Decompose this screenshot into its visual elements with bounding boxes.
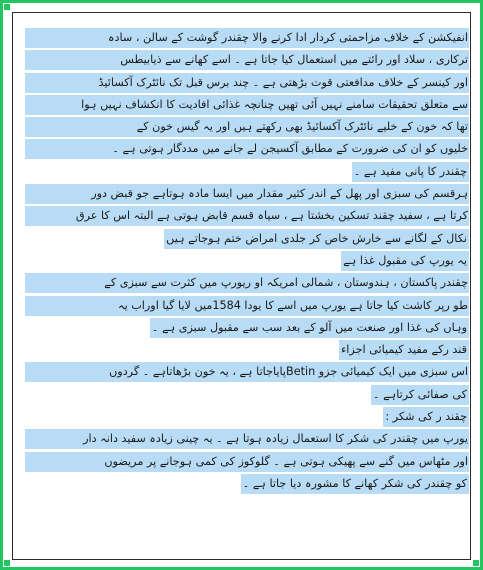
- text-line: [25, 49, 469, 71]
- corner-marker: [4, 560, 10, 566]
- selected-text[interactable]: وہاں کی غذا اور صنعت میں آلو کے بعد سب سے مقبول سبزی ہے ۔: [150, 318, 469, 338]
- selected-text[interactable]: کو چقندر کی شکر کھانے کا مشورہ دیا جاتا ہے ۔: [241, 474, 469, 494]
- document-text[interactable]: [25, 27, 469, 495]
- text-line: [25, 161, 469, 183]
- selected-text[interactable]: قند رکے مفید کیمیائی اجزاء: [339, 340, 469, 360]
- text-line: [25, 205, 469, 227]
- selected-text[interactable]: کی صفائی کرتاہے ۔: [371, 385, 469, 405]
- text-line: [25, 27, 469, 49]
- selected-text[interactable]: سے متعلق تحقیقات سامنے نہیں آئی تھیں چنانچہ غذائی افادیت کا انکشاف نہیں ہوا: [25, 95, 469, 115]
- text-line: [25, 228, 469, 250]
- selected-text[interactable]: اس سبزی میں ایک کیمیائی جزو Betinپایاجاتا ہے ، یہ خون بڑھاتاہے ۔ گردوں: [25, 362, 469, 382]
- selected-text[interactable]: چقند ر کی شکر :: [383, 407, 469, 427]
- text-line: [25, 339, 469, 361]
- text-line: [25, 116, 469, 138]
- text-line: [25, 473, 469, 495]
- text-line: [25, 361, 469, 383]
- selected-text[interactable]: اور مٹھاس میں گنے سے پھیکی ہوتی ہے ۔ گلوکوز کی کمی ہوجانے پر مریضوں: [25, 452, 469, 472]
- document-border: [12, 12, 471, 560]
- text-line: [25, 451, 469, 473]
- selected-text[interactable]: ترکاری ، سلاد اور رائتے میں استعمال کیا جاتا ہے ۔ اسے کھانے سے ذیابیطس: [25, 50, 469, 70]
- text-line: [25, 272, 469, 294]
- text-line: [25, 406, 469, 428]
- text-line: [25, 250, 469, 272]
- selected-text[interactable]: چقندر کا پانی مفید ہے ۔: [352, 162, 469, 182]
- text-line: [25, 94, 469, 116]
- selected-text[interactable]: نکال کے لگانے سے خارش خاص کر جلدی امراض ختم ہوجاتے ہیں: [164, 229, 469, 249]
- selected-text[interactable]: تھا کہ خون کے خلیے نائٹرک آکسائیڈ بھی رکھتے ہیں اور یہ گیس خون کے: [25, 117, 469, 137]
- selected-text[interactable]: ہرقسم کی سبزی اور پھل کے اندر کثیر مقدار میں ایسا مادہ ہوتاہے جو قبض دور: [25, 184, 469, 204]
- selected-text[interactable]: اور کینسر کے خلاف مدافعتی قوت بڑھتی ہے ۔ چند برس قبل تک نائٹرک آکسائیڈ: [25, 73, 469, 93]
- selected-text[interactable]: طو رپر کاشت کیا جاتا ہے یورپ میں اسے کا یودا 1584میں لایا گیا اوراب یہ: [25, 296, 469, 316]
- selected-text[interactable]: چقندر پاکستان ، ہندوستان ، شمالی امریکہ او ریورپ میں کثرت سے سبزی کے: [25, 273, 469, 293]
- selected-text[interactable]: انفیکشن کے خلاف مزاحمتی کردار ادا کرنے والا چقندر گوشت کے سالن ، سادہ: [25, 28, 469, 48]
- corner-marker: [4, 4, 10, 10]
- text-line: [25, 138, 469, 160]
- corner-marker: [473, 560, 479, 566]
- text-line: [25, 183, 469, 205]
- selected-text[interactable]: خلیوں کو ان کی ضرورت کے مطابق آکسیجن لے جانے میں مددگار ہوتی ہے ۔: [25, 139, 469, 159]
- text-line: [25, 384, 469, 406]
- selected-text[interactable]: یہ یورپ کی مقبول غذا ہے: [341, 251, 469, 271]
- selected-text[interactable]: یورپ میں چقندر کی شکر کا استعمال زیادہ ہوتا ہے ۔ یہ چینی زیادہ سفید دانہ دار: [25, 429, 469, 449]
- text-line: [25, 428, 469, 450]
- text-line: [25, 295, 469, 317]
- selected-text[interactable]: کرتا ہے ، سفید چقند تسکین بخشتا ہے ، سیاہ قسم قابض ہوتی ہے البتہ اس کا عرق: [25, 206, 469, 226]
- text-line: [25, 72, 469, 94]
- text-line: [25, 317, 469, 339]
